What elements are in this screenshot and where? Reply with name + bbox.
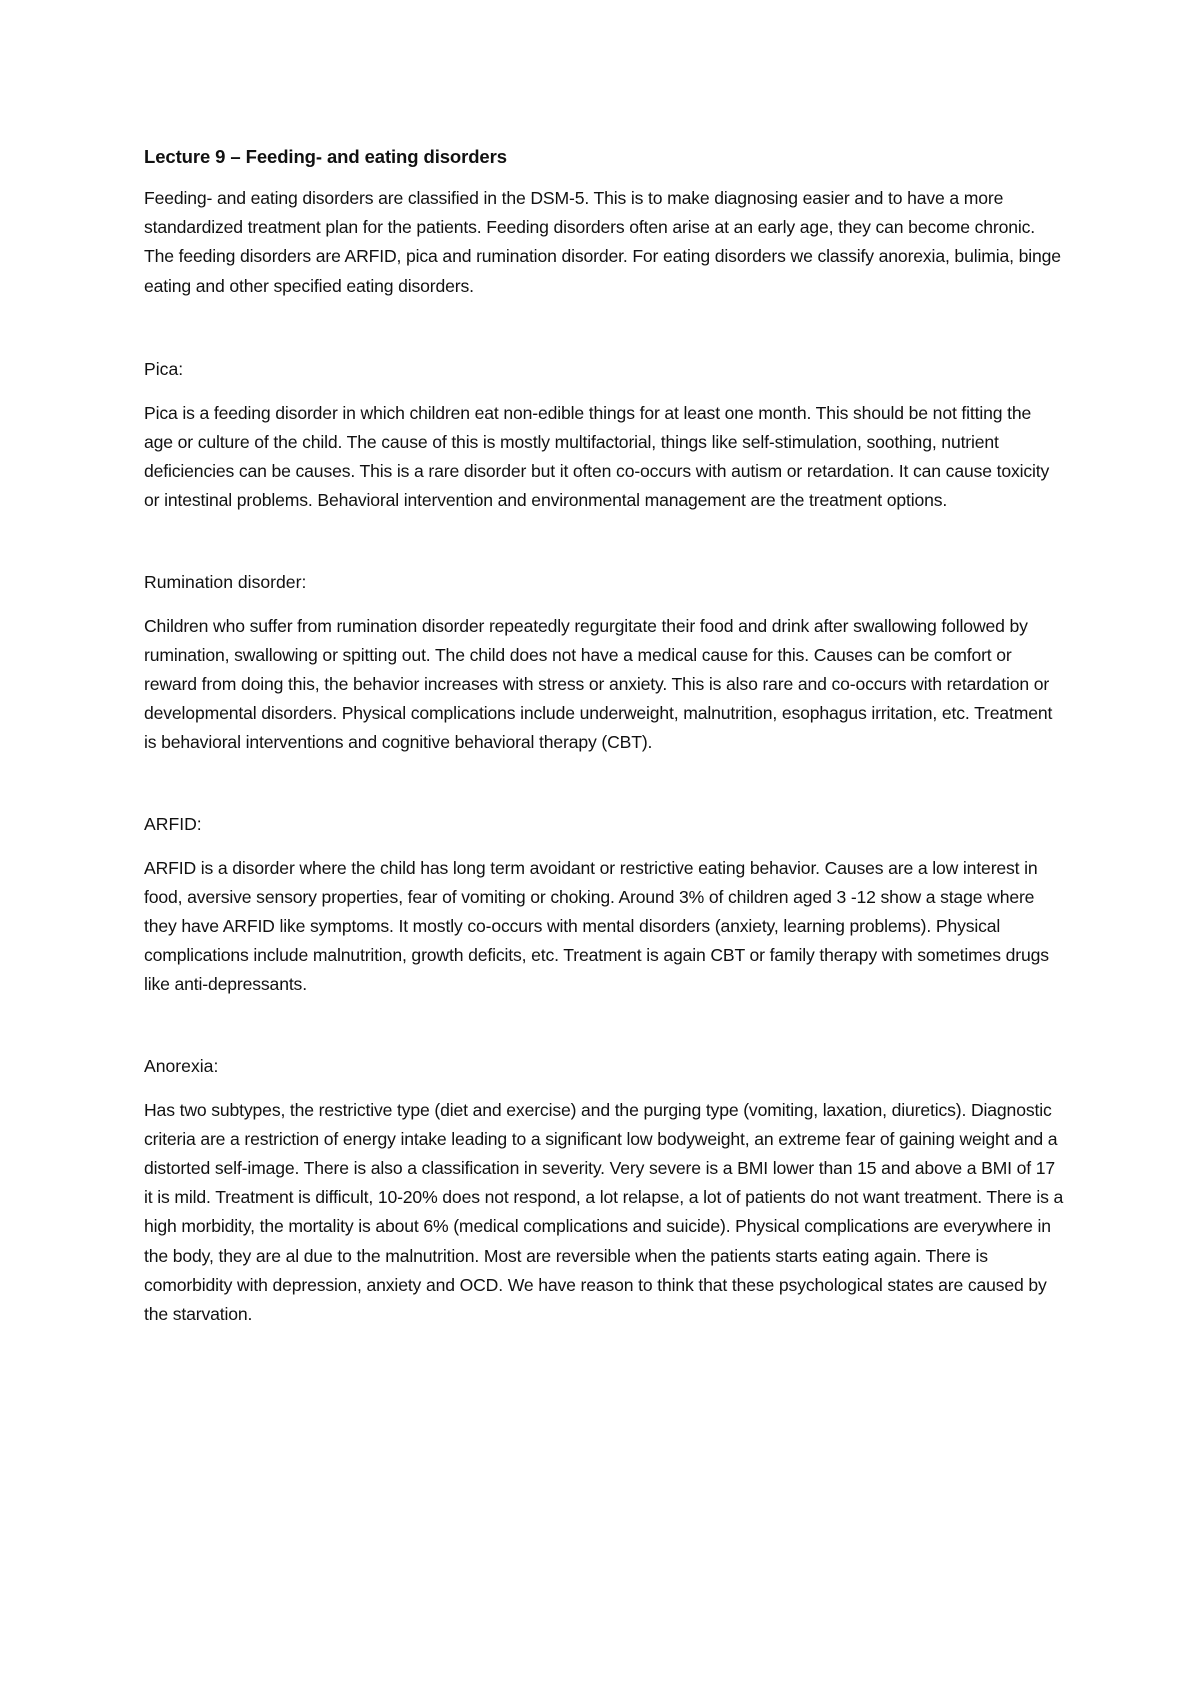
section-body: Children who suffer from rumination disorder repeatedly regurgitate their food and drink after swallowing followed by rumination, swallowing or spitting out. The child does not have a medical cause for this. Causes can be comfort or reward from doing this, the behavior increases with stress or anxiety. This is also rare and co-occurs with retardation or developmental disorders. Physical complications include underweight, malnutrition, esophagus irritation, etc. Treatment is behavioral interventions and cognitive behavioral therapy (CBT). <box>144 615 1053 753</box>
section-pica <box>144 357 1064 516</box>
section-body: Has two subtypes, the restrictive type (diet and exercise) and the purging type (vomiting, laxation, diuretics). Diagnostic criteria are a restriction of energy intake leading to a significant low bodyweight, an extreme fear of gaining weight and a distorted self-image. There is also a classification in severity. Very severe is a BMI lower than 15 and above a BMI of 17 it is mild. Treatment is difficult, 10-20% does not respond, a lot relapse, a lot of patients do not want treatment. There is a high morbidity, the mortality is about 6% (medical complications and suicide). Physical complications are everywhere in the body, they are al due to the malnutrition. Most are reversible when the patients starts eating again. There is comorbidity with depression, anxiety and OCD. We have reason to think that these psychological states are caused by the starvation. <box>144 1099 1064 1325</box>
spacer <box>144 516 1064 570</box>
intro-paragraph: Feeding- and eating disorders are classified in the DSM-5. This is to make diagnosing easier and to have a more standardized treatment plan for the patients. Feeding disorders often arise at an early age, they can become chronic. The feeding disorders are ARFID, pica and rumination disorder. For eating disorders we classify anorexia, bulimia, binge eating and other specified eating disorders. <box>144 188 1061 296</box>
spacer <box>144 758 1064 812</box>
section-heading: Pica: <box>144 358 184 379</box>
spacer <box>144 1000 1064 1054</box>
spacer <box>144 301 1064 357</box>
section-body: Pica is a feeding disorder in which children eat non-edible things for at least one month. This should be not fitting the age or culture of the child. The cause of this is mostly multifactorial, things like self-stimulation, soothing, nutrient deficiencies can be causes. This is a rare disorder but it often co-occurs with autism or retardation. It can cause toxicity or intestinal problems. Behavioral intervention and environmental management are the treatment options. <box>144 402 1050 511</box>
section-heading: Anorexia: <box>144 1055 219 1076</box>
section-heading: ARFID: <box>144 813 202 834</box>
section-anorexia <box>144 1054 1064 1330</box>
section-heading: Rumination disorder: <box>144 571 307 592</box>
section-arfid <box>144 812 1064 1000</box>
section-rumination-disorder <box>144 570 1064 758</box>
document-body <box>144 146 1064 1329</box>
page-title: Lecture 9 – Feeding- and eating disorders <box>144 146 507 167</box>
section-body: ARFID is a disorder where the child has long term avoidant or restrictive eating behavior. Causes are a low interest in food, aversive sensory properties, fear of vomiting or choking. Around 3% of children aged 3 -12 show a stage where they have ARFID like symptoms. It mostly co-occurs with mental disorders (anxiety, learning problems). Physical complications include malnutrition, growth deficits, etc. Treatment is again CBT or family therapy with sometimes drugs like anti-depressants. <box>144 857 1049 995</box>
